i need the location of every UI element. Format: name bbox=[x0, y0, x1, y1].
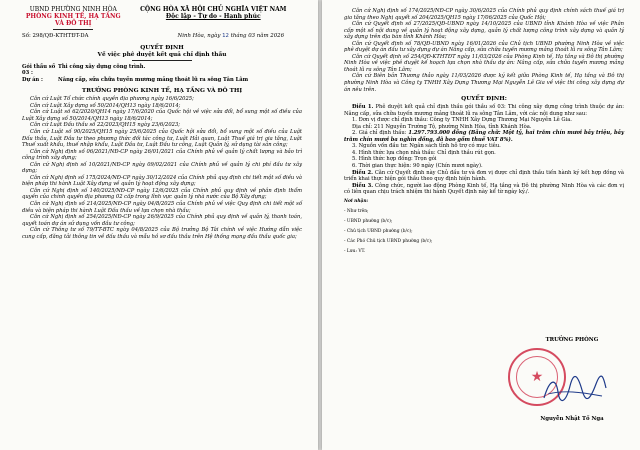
article-item: 3. Nguồn vốn đầu tư: Ngân sách tỉnh hỗ trợ có mục tiêu. bbox=[352, 143, 501, 150]
recipient-item: - Lưu: VT. bbox=[344, 248, 366, 254]
recipients-block bbox=[344, 199, 464, 255]
date-suffix: tháng 03 năm 2026 bbox=[230, 32, 284, 39]
legal-basis-item: Căn cứ Nghị định số 10/2021/NĐ-CP ngày 09/02/2021 của Chính phủ về quản lý chi phí đầu tư xây dựng; bbox=[22, 161, 302, 175]
document-page-1 bbox=[0, 0, 318, 450]
issuing-agency bbox=[22, 6, 125, 30]
agency-line-1: UBND PHƯỜNG NINH HÒA bbox=[29, 6, 117, 13]
legal-basis-item: Căn cứ Biên bản Thương thảo ngày 11/03/2026 được ký kết giữa Phòng Kinh tế, Hạ tầng và Đô thị phường Ninh Hòa và Công ty TNHH Xây Dựng Thương Mại Nguyễn Lê Gia về việc thi công xây dựng dự án nêu trên. bbox=[344, 73, 624, 93]
legal-basis-item: Căn cứ Nghị định số 175/2024/NĐ-CP ngày 30/12/2024 của Chính phủ quy định chi tiết một số điều và biện pháp thi hành Luật Xây dựng về quản lý hoạt động xây dựng; bbox=[22, 174, 302, 188]
article-item: 1. Đơn vị được chỉ định thầu: Công ty TNHH Xây Dựng Thương Mại Nguyễn Lê Gia. bbox=[352, 117, 572, 124]
article-3-text: Công chức, người lao động Phòng Kinh tế, Hạ tầng và Đô thị phường Ninh Hòa và các đơn vị có liên quan chịu trách nhiệm thi hành Quyết định này kể từ ngày ký./. bbox=[344, 182, 624, 196]
handwritten-signature bbox=[540, 372, 610, 406]
legal-basis-item: Căn cứ Nghị định số 214/2025/NĐ-CP ngày 04/8/2025 của Chính phủ về việc Quy định chi tiết một số điều và biện pháp thi hành Luật Đấu thầu về lựa chọn nhà thầu; bbox=[22, 201, 302, 214]
article-2-text: Căn cứ Quyết định này Chủ đầu tư và đơn vị được chỉ định thầu tiến hành ký kết hợp đồng và triển khai thực hiện gói thầu theo quy định hiện hành. bbox=[344, 169, 624, 183]
article-item: 4. Hình thức lựa chọn nhà thầu: Chỉ định thầu rút gọn. bbox=[352, 149, 496, 156]
signer-name-block bbox=[512, 416, 632, 422]
legal-basis-item: Căn cứ Nghị định số 140/2025/NĐ-CP ngày 12/6/2025 của Chính phủ quy định về phân định thẩm quyền của chính quyền địa phương 02 cấp trong lĩnh vực quản lý nhà nước của Bộ Xây dựng; bbox=[22, 187, 302, 201]
legal-basis-item: Căn cứ Luật Đấu thầu số 22/2023/QH15 ngày 23/6/2023; bbox=[30, 122, 180, 129]
legal-basis-item: Căn cứ Nghị định số 174/2025/NĐ-CP ngày 30/6/2025 của Chính phủ quy định chính sách thuế giá trị gia tăng theo Nghị quyết số 204/2025/QH15 ngày 17/06/2025 của Quốc Hội; bbox=[344, 8, 624, 21]
recipient-item: - Chủ tịch UBND phường (b/c); bbox=[344, 228, 413, 234]
article-1-text: Phê duyệt kết quả chỉ định thầu gói thầu số 03: Thi công xây dựng công trình thuộc dự án: Nâng cấp, sửa chữa tuyến mương mảng thoát lũ ra sông Tân Lâm, với các nội dung như sau: bbox=[344, 104, 624, 117]
price-value: 1.297.793.000 đồng (Bằng chữ: Một tỷ, hai trăm chín mươi bảy triệu, bảy trăm chín mươi ba nghìn đồng, đã bao gồm thuế VAT 8%). bbox=[344, 130, 624, 143]
signature-block bbox=[512, 337, 632, 343]
date-day-handwritten: 12 bbox=[222, 32, 229, 39]
recipient-item: - Như trên; bbox=[344, 208, 369, 214]
article-2-lead: Điều 2. bbox=[352, 169, 373, 176]
package-row bbox=[22, 64, 302, 77]
signer-position: TRƯỞNG PHÒNG bbox=[545, 337, 599, 343]
article-1-lead: Điều 1. bbox=[352, 104, 374, 111]
package-label: Gói thầu số 03 : bbox=[22, 63, 56, 77]
article-3-lead: Điều 3. bbox=[352, 182, 374, 189]
article-item: Địa chỉ: 211 Nguyễn Trường Tộ, phường Ninh Hòa, tỉnh Khánh Hòa. bbox=[352, 123, 532, 130]
authority-heading: TRƯỞNG PHÒNG KINH TẾ, HẠ TẦNG VÀ ĐÔ THỊ bbox=[81, 88, 243, 95]
date-prefix: Ninh Hòa, ngày bbox=[177, 32, 221, 39]
recipients-list bbox=[344, 209, 464, 255]
agency-underline bbox=[53, 29, 93, 30]
legal-basis-continued bbox=[344, 8, 624, 93]
legal-basis-item: Căn cứ Quyết định số 78/QĐ-UBND ngày 16/01/2026 của Chủ tịch UBND phường Ninh Hòa về việc phê duyệt dự án đầu tư xây dựng dự án Nâng cấp, sửa chữa tuyến mương mảng thoát lũ ra sông Tân Lâm; bbox=[344, 40, 624, 54]
legal-basis-item: Căn cứ Quyết định số 27/2025/QĐ-UBND ngày 14/10/2025 của UBND tỉnh Khánh Hòa về việc Phân cấp một số nội dung về quản lý hoạt động xây dựng, quản lý chất lượng công trình xây dựng và quản lý xây dựng trên địa bàn tỉnh Khánh Hòa; bbox=[344, 21, 624, 41]
document-date bbox=[178, 33, 284, 39]
nation-motto: Độc lập - Tự do - Hạnh phúc bbox=[165, 13, 261, 21]
title-underline bbox=[132, 60, 192, 61]
article-1 bbox=[344, 104, 624, 117]
legal-basis-item: Căn cứ Luật Xây dựng số 50/2014/QH13 ngày 18/6/2014; bbox=[30, 102, 181, 109]
agency-line-3: VÀ ĐÔ THỊ bbox=[55, 20, 92, 28]
article-2 bbox=[344, 170, 624, 183]
legal-basis-item: Căn cứ Luật số 90/2025/QH15 ngày 25/6/2025 của Quốc hội sửa đổi, bổ sung một số điều của Luật Đấu thầu, Luật Đầu tư theo phương thức đối tác công tư, Luật Hải quan, Luật Thuế giá trị gia tăng, Luật Thuế xuất khẩu, thuế nhập khẩu, Luật Đầu tư, Luật Đầu tư công, Luật Quản lý, sử dụng tài sản công; bbox=[22, 128, 302, 149]
package-value: Thi công xây dựng công trình. bbox=[58, 63, 146, 70]
signer-name: Nguyễn Nhật Tố Nga bbox=[540, 416, 604, 422]
national-motto bbox=[125, 6, 302, 30]
decision-subject: Về việc phê duyệt kết quả chỉ định thầu bbox=[97, 51, 227, 58]
legal-basis-item: Căn cứ Nghị định số 254/2025/NĐ-CP ngày 26/9/2025 của Chính phủ quy định về quản lý, thanh toán, quyết toán dự án sử dụng vốn đầu tư công; bbox=[22, 214, 302, 227]
article-3 bbox=[344, 183, 624, 196]
legal-basis-item: Căn cứ Quyết định số 254/QĐ-KTHTĐT ngày 11/03/2026 của Phòng Kinh tế, Hạ tầng và Đô thị phường Ninh Hòa về việc phê duyệt kế hoạch lựa chọn nhà thầu dự án: Nâng cấp, sửa chữa tuyến mương mảng thoát lũ ra sông Tân Lâm; bbox=[344, 53, 624, 73]
price-prefix: 2. Giá chỉ định thầu: bbox=[352, 130, 409, 137]
page-2-content bbox=[344, 8, 624, 259]
document-page-2 bbox=[322, 0, 640, 450]
recipient-item: - Các Phó Chủ tịch UBND phường (b/c); bbox=[344, 238, 433, 244]
project-row bbox=[22, 77, 302, 84]
legal-basis-item: Căn cứ Nghị định số 06/2021/NĐ-CP ngày 26/01/2021 của Chính phủ về quản lý chất lượng và bảo trì công trình xây dựng; bbox=[22, 148, 302, 162]
document-header bbox=[22, 6, 302, 30]
article-item: 6. Thời gian thực hiện: 90 ngày (Chín mươi ngày). bbox=[352, 163, 483, 170]
article-1-items-continued bbox=[344, 143, 624, 169]
nation-title: CỘNG HÒA XÃ HỘI CHỦ NGHĨA VIỆT NAM bbox=[140, 6, 287, 13]
star-icon: ★ bbox=[530, 369, 544, 385]
agency-line-2: PHÒNG KINH TẾ, HẠ TẦNG bbox=[25, 13, 121, 21]
recipient-item: - UBND phường (b/c); bbox=[344, 218, 393, 224]
number-date-row bbox=[22, 33, 302, 39]
legal-basis-item: Căn cứ Luật số 62/2020/QH14 ngày 17/6/2020 của Quốc hội về việc sửa đổi, bổ sung một số điều của Luật Xây dựng số 50/2014/QH13 ngày 18/6/2014; bbox=[22, 109, 302, 122]
project-label: Dự án : bbox=[22, 76, 43, 83]
page-1-content bbox=[22, 6, 302, 240]
project-value: Nâng cấp, sửa chữa tuyến mương mảng thoát lũ ra sông Tân Lâm bbox=[58, 76, 249, 83]
price-line bbox=[344, 130, 624, 143]
legal-basis-item: Căn cứ Luật Tổ chức chính quyền địa phương ngày 16/6/2025; bbox=[30, 96, 194, 103]
document-number: Số: 298/QĐ-KTHTĐT-DA bbox=[22, 32, 89, 39]
decide-heading: QUYẾT ĐỊNH: bbox=[461, 96, 507, 103]
legal-basis-item: Căn cứ Thông tư số 79/TT-BTC ngày 04/8/2025 của Bộ trưởng Bộ Tài chính về việc Hướng dẫn việc cung cấp, đăng tải thông tin về đấu thầu và mẫu hồ sơ đấu thầu trên Hệ thống mạng đấu thầu quốc gia; bbox=[22, 227, 302, 240]
recipients-title: Nơi nhận: bbox=[344, 198, 369, 204]
decision-title: QUYẾT ĐỊNH bbox=[140, 44, 184, 51]
article-item: 5. Hình thức hợp đồng: Trọn gói bbox=[352, 156, 437, 163]
article-1-items bbox=[344, 117, 624, 130]
legal-basis-list bbox=[22, 96, 302, 240]
